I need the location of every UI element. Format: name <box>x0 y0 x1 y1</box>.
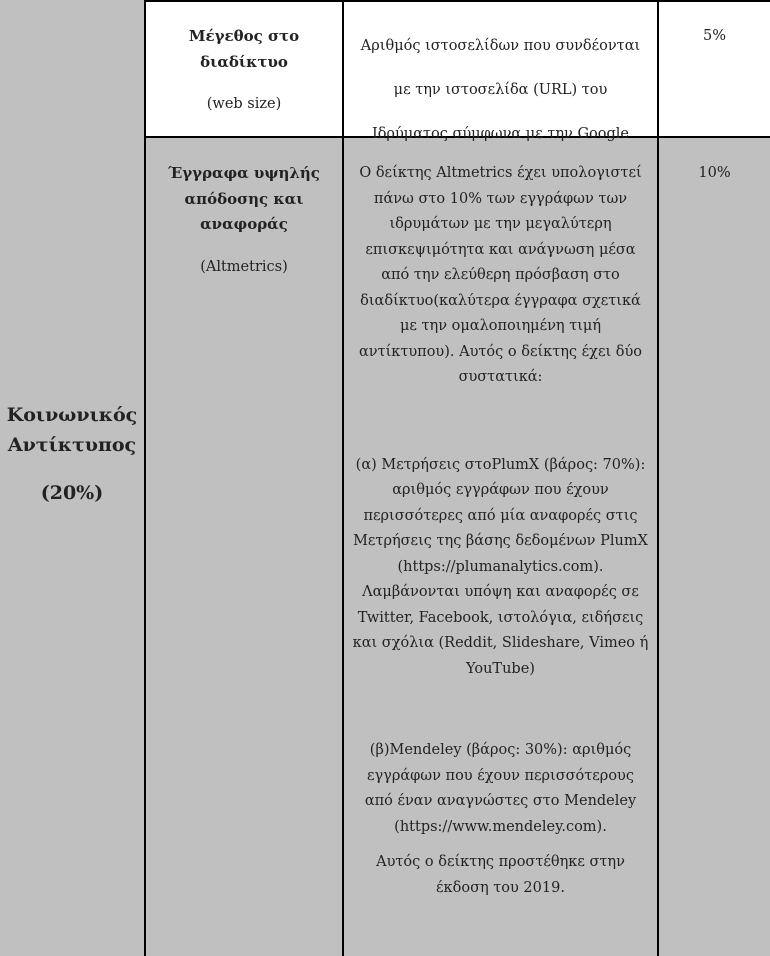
category-title-line2: Αντίκτυπος <box>7 434 137 456</box>
row2-desc-mendeley <box>344 738 657 840</box>
row2-indicator-line1: Έγγραφα υψηλής <box>168 164 320 182</box>
row1-desc-line2: με την ιστοσελίδα (URL) του <box>393 82 608 98</box>
desc-line: από την ελεύθερη πρόσβαση στο <box>381 267 620 283</box>
row2-indicator-en: (Altmetrics) <box>200 258 288 275</box>
desc-line: (https://www.mendeley.com). <box>394 818 607 835</box>
desc-line: πάνω στο 10% των εγγράφων των <box>373 190 628 207</box>
row2-indicator-cell <box>146 161 342 280</box>
row1-indicator-line2: διαδίκτυο <box>200 52 288 71</box>
row1-desc-line3: Ιδρύματος σύμφωνα με την Google <box>371 126 630 142</box>
category-title-line1: Κοινωνικός <box>6 404 138 426</box>
desc-line: Twitter, Facebook, ιστολόγια, ειδήσεις <box>357 609 644 626</box>
desc-line: ιδρυμάτων με την μεγαλύτερη <box>389 216 612 232</box>
desc-line: Λαμβάνονται υπόψη και αναφορές σε <box>362 584 639 600</box>
row1-indicator-line1: Μέγεθος στο <box>188 27 300 45</box>
row1-desc-line1: Αριθμός ιστοσελίδων που συνδέονται <box>360 38 641 54</box>
desc-line: και σχόλια (Reddit, Slideshare, Vimeo ή <box>352 635 649 651</box>
row2-description-cell <box>344 161 657 901</box>
row1-weight-cell <box>659 24 770 50</box>
row1-indicator-cell <box>146 24 342 118</box>
desc-line: Ο δείκτης Altmetrics έχει υπολογιστεί <box>359 165 642 181</box>
desc-line: έκδοση του 2019. <box>436 879 565 896</box>
row2-desc-plumx <box>344 453 657 683</box>
desc-line: περισσότερες από μία αναφορές στις <box>363 507 638 524</box>
category-weight: (20%) <box>40 482 104 504</box>
desc-line: (α) Μετρήσεις στοPlumX (βάρος: 70%): <box>355 456 646 473</box>
row1-weight: 5% <box>702 28 726 44</box>
category-cell <box>0 400 144 508</box>
desc-line: από έναν αναγνώστες στο Mendeley <box>364 793 637 809</box>
desc-line: Μετρήσεις της βάσης δεδομένων PlumX <box>353 533 648 549</box>
desc-line: με την ομαλοποιημένη τιμή <box>399 318 602 334</box>
desc-line: εγγράφων που έχουν περισσότερους <box>366 767 634 784</box>
column-divider-3 <box>657 0 659 956</box>
desc-line: αριθμός εγγράφων που έχουν <box>392 482 609 498</box>
desc-line: αντίκτυπου). Αυτός ο δείκτης έχει δύο <box>358 343 643 360</box>
row2-weight-cell <box>659 161 770 187</box>
row2-desc-intro <box>344 161 657 391</box>
column-divider-1 <box>144 0 146 956</box>
desc-line: διαδίκτυο(καλύτερα έγγραφα σχετικά <box>360 292 641 309</box>
row2-weight: 10% <box>698 165 731 181</box>
desc-line: (https://plumanalytics.com). <box>397 558 604 575</box>
top-border <box>146 0 770 2</box>
row2-indicator-line3: αναφοράς <box>200 215 288 233</box>
row1-indicator-en: (web size) <box>206 96 282 112</box>
row2-indicator-line2: απόδοσης και <box>184 189 304 208</box>
desc-line: Αυτός ο δείκτης προστέθηκε στην <box>376 854 625 870</box>
desc-line: YouTube) <box>466 660 535 677</box>
desc-line: (β)Mendeley (βάρος: 30%): αριθμός <box>369 742 632 758</box>
desc-line: επισκεψιμότητα και ανάγνωση μέσα <box>365 241 636 258</box>
desc-line: συστατικά: <box>458 369 543 385</box>
row1-description-cell <box>344 24 657 156</box>
row2-desc-note <box>344 850 657 901</box>
